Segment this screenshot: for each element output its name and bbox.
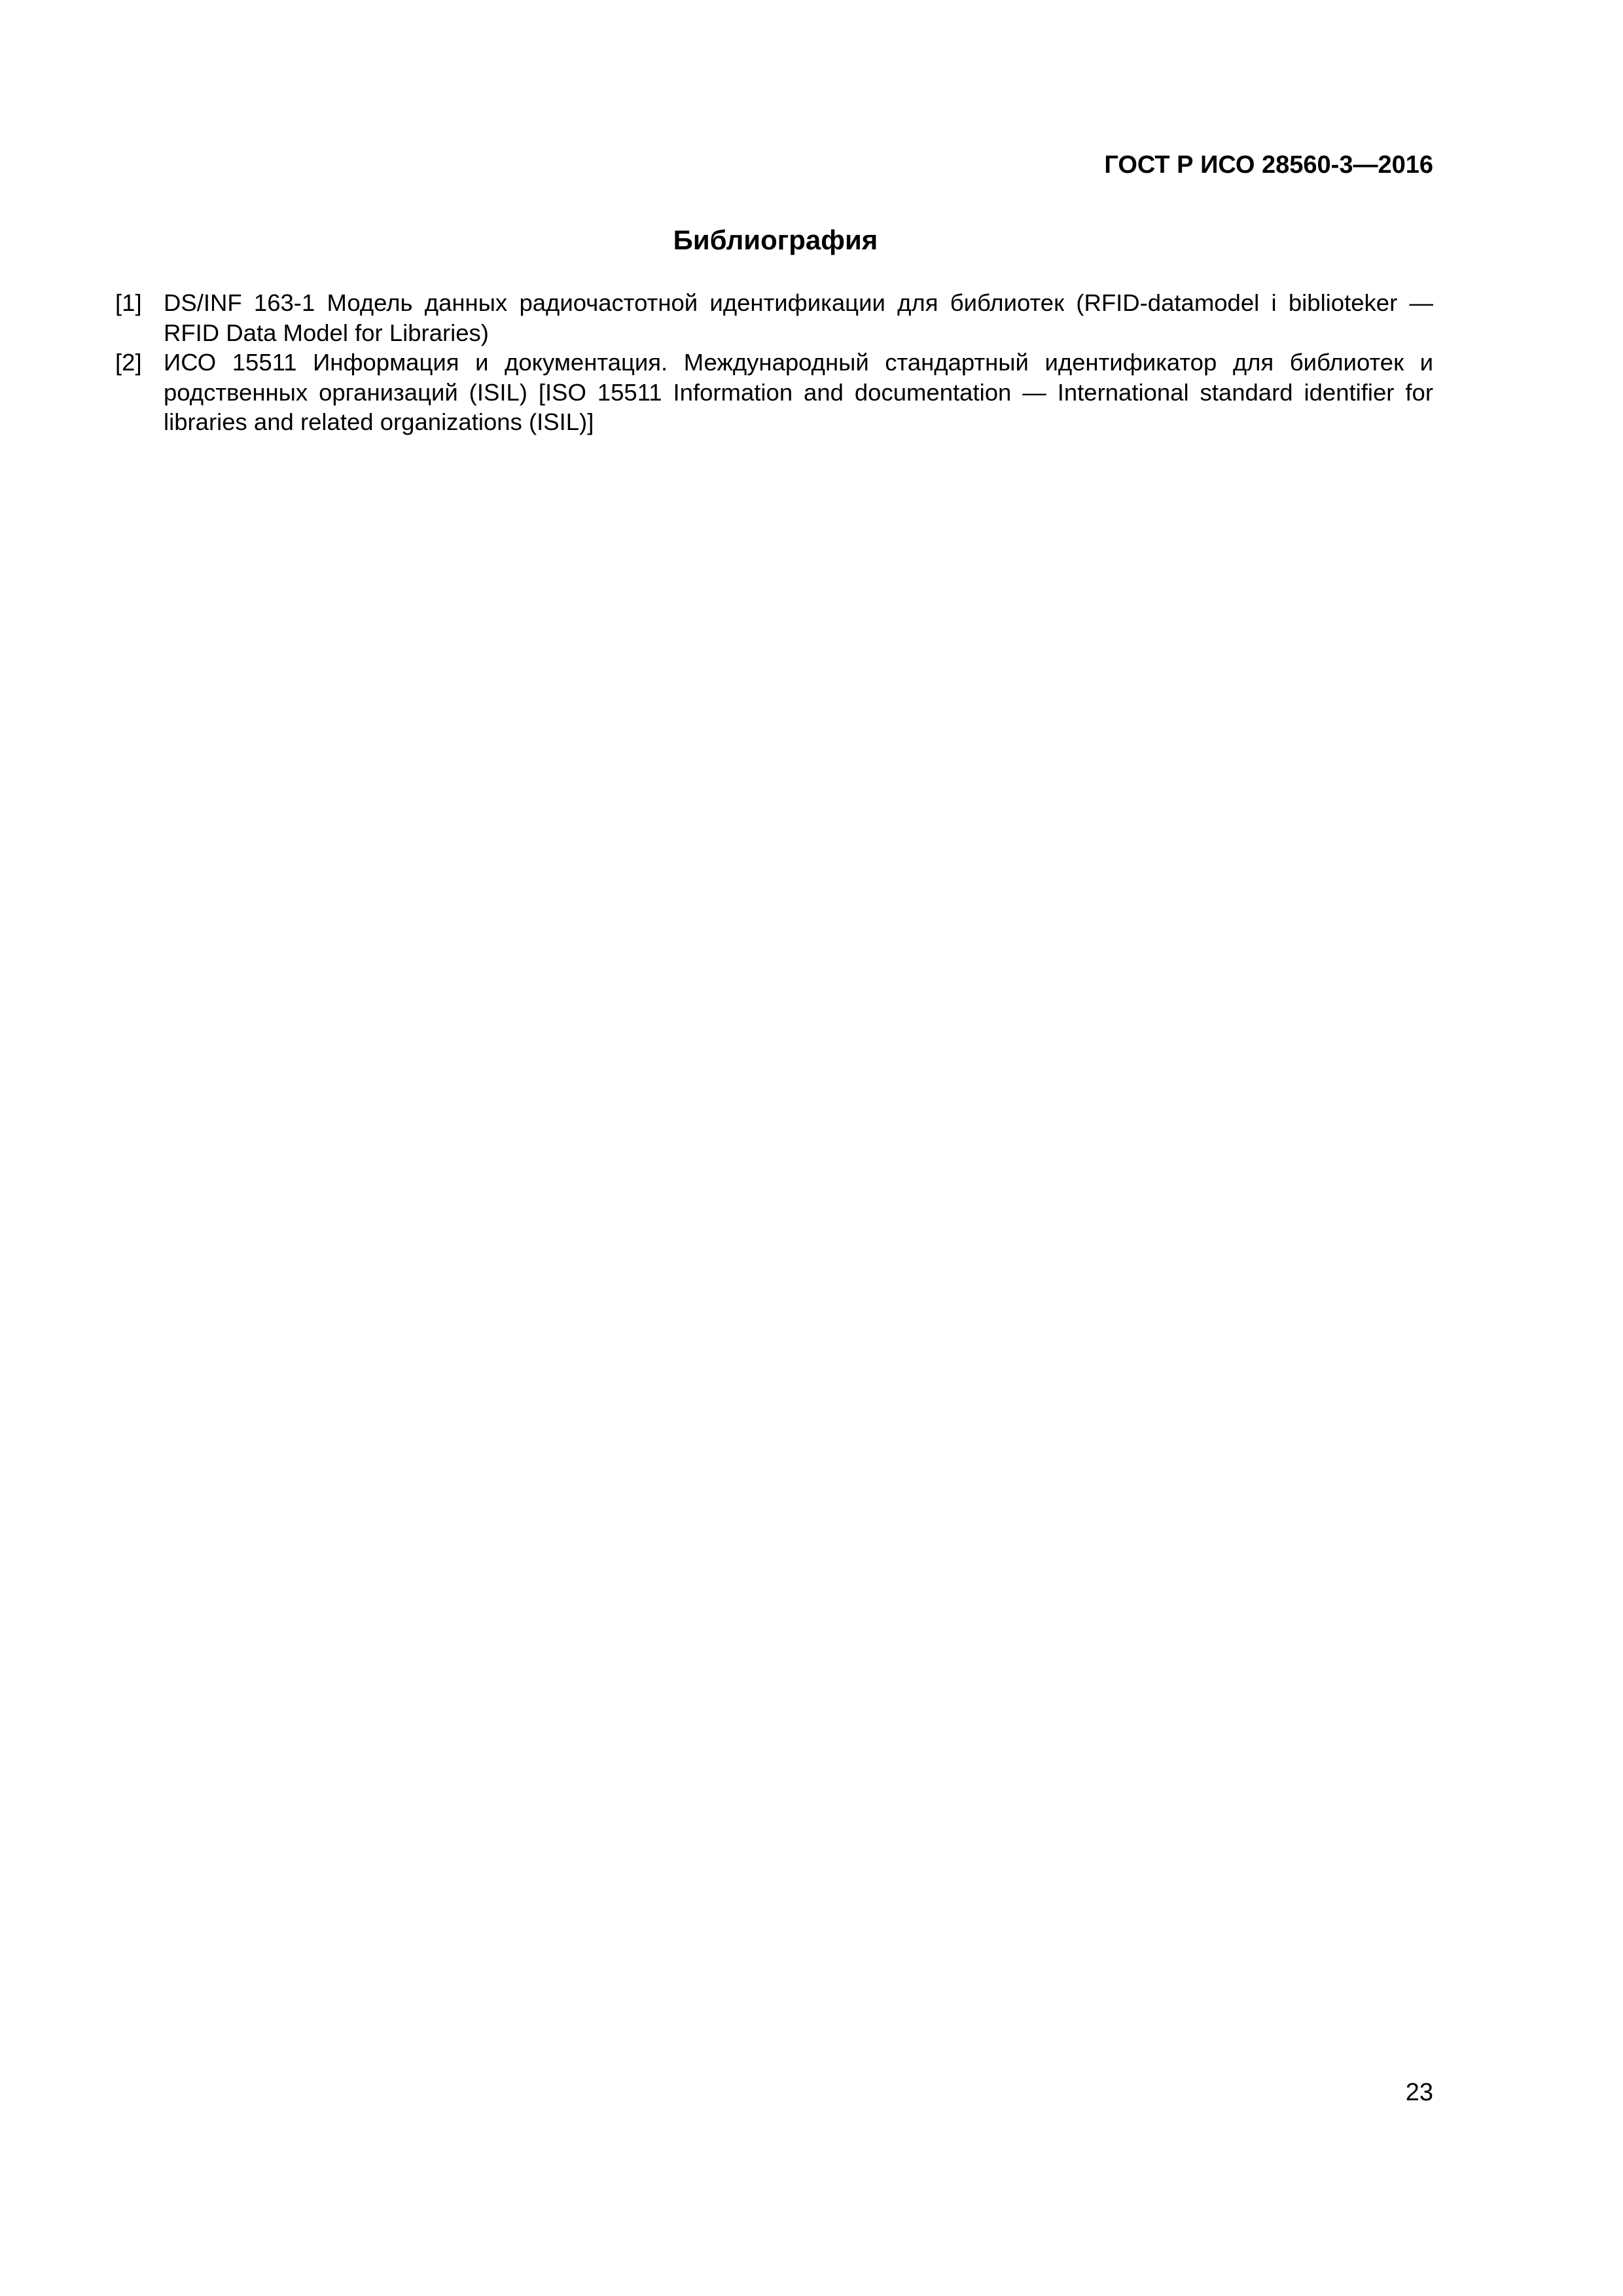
section-title-bibliography: Библиография xyxy=(673,224,878,255)
bibliography-entry-text: ИСО 15511 Информация и документация. Международный стандартный идентификатор для библиотек и родственных организаций (ISIL) [ISO 15511 Information and documentation — International standard identifier for libraries and related organizations (ISIL)] xyxy=(164,349,1433,435)
bibliography-entry-number: [2] xyxy=(115,349,142,376)
page-number: 23 xyxy=(1405,2079,1433,2106)
bibliography-entry-text: DS/INF 163-1 Модель данных радиочастотной идентификации для библиотек (RFID-datamodel i biblioteker — RFID Data Model for Libraries) xyxy=(164,289,1433,346)
document-header-standard-id: ГОСТ Р ИСО 28560-3—2016 xyxy=(1104,151,1433,179)
bibliography-list xyxy=(115,288,1433,437)
bibliography-entry-2 xyxy=(115,348,1433,437)
bibliography-entry-1 xyxy=(115,288,1433,348)
bibliography-entry-number: [1] xyxy=(115,289,142,316)
